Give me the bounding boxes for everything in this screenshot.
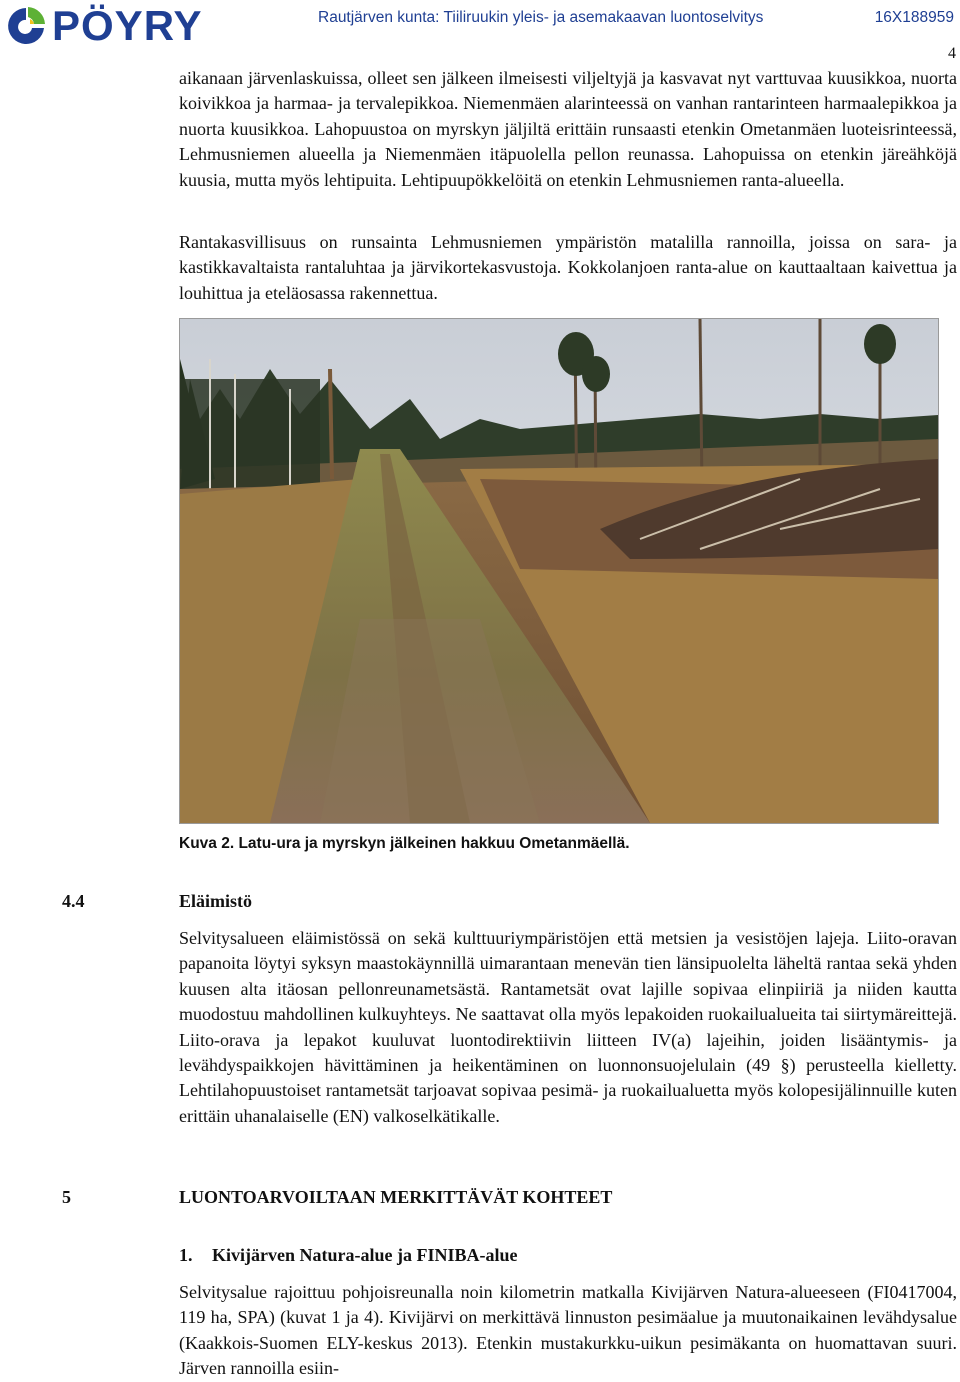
paragraph-shore-vegetation: Rantakasvillisuus on runsainta Lehmusniemen ympäristön matalilla rannoilla, joissa on sara- ja kastikkavaltaista rantaluhtaa ja järvikortekasvustoja. Kokkolanjoen ranta-alue on kauttaaltaan kaivettua ja louhittua ja eteläosassa rakennettua. (179, 232, 957, 303)
landscape-photo-illustration (180, 319, 938, 823)
brand-name: PÖYRY (52, 2, 203, 49)
section-number-5: 5 (62, 1187, 71, 1207)
paragraph-natura-area: Selvitysalue rajoittuu pohjoisreunalla noin kilometrin matkalla Kivijärven Natura-alueeseen (FI0417004, 119 ha, SPA) (kuvat 1 ja 4). Kivijärvi on merkittävä linnuston pesimäalue ja muutonaikainen levähdysalue (Kaakkois-Suomen ELY-keskus 2013). Etenkin mustakurkku-uikun pesimäkanta on huomattavan suuri. Järven rannoilla esiin- (179, 1282, 957, 1379)
figure-photo (179, 318, 939, 824)
subsection-number-1: 1. (179, 1245, 193, 1265)
section-title-elaimisto: Eläimistö (179, 891, 253, 911)
document-title: Rautjärven kunta: Tiiliruukin yleis- ja asemakaavan luontoselvitys (318, 9, 764, 26)
section-number-4-4: 4.4 (62, 891, 85, 911)
poyry-logo (4, 4, 202, 48)
paragraph-vegetation: aikanaan järvenlaskuissa, olleet sen jälkeen ilmeisesti viljeltyjä ja kasvavat nyt varttuvaa kuusikkoa, nuorta koivikkoa ja harmaa- ja tervalepikkoa. Niemenmäen alarinteessä on vanhan rantarinteen harmaalepikkoa ja nuorta kuusikkoa. Lahopuustoa on myrskyn jäljiltä erittäin runsaasti etenkin Ometanmäen luoteisrinteessä, Lehmusniemen alueella ja Niemenmäen itäpuolella pellon reunassa. Lahopuissa on etenkin järeähköjä kuusia, mutta myös lehtipuita. Lehtipuupökkelöitä on etenkin Lehmusniemen ranta-alueella. (179, 68, 957, 190)
poyry-logo-icon (4, 4, 48, 48)
page-header (0, 0, 960, 49)
page-number: 4 (948, 45, 956, 62)
document-code: 16X188959 (874, 9, 954, 26)
figure-caption: Kuva 2. Latu-ura ja myrskyn jälkeinen hakkuu Ometanmäellä. (179, 835, 630, 852)
subsection-title-kivijarvi: Kivijärven Natura-alue ja FINIBA-alue (212, 1245, 518, 1265)
paragraph-fauna: Selvitysalueen eläimistössä on sekä kulttuuriympäristöjen että metsien ja vesistöjen lajeja. Liito-oravan papanoita löytyi syksyn maastokäynnillä uimarantaan menevän tien länsipuolelta läheltä rantaa sekä yhden kuusen alta itäosan pellonreunametsästä. Rantametsät ovat lajille sopivaa elinpiiriä ja niiden kautta muodostuu mahdollinen kulkuyhteys. Ne saattavat olla myös lepakoiden ruokailualueita tai siirtymäreittejä. Liito-orava ja lepakot kuuluvat luontodirektiivin liitteen IV(a) lajeihin, joiden lisääntymis- ja levähdyspaikkojen hävittäminen ja heikentäminen on luonnonsuojelulain (49 §) perusteella kielletty. Lehtilahopuustoiset rantametsät tarjoavat sopivaa pesimä- ja ruokailualuetta myös kolopesijälinnuille kuten erittäin uhanalaiselle (EN) valkoselkätikalle. (179, 928, 957, 1126)
section-title-luontoarvoiltaan: LUONTOARVOILTAAN MERKITTÄVÄT KOHTEET (179, 1187, 613, 1207)
